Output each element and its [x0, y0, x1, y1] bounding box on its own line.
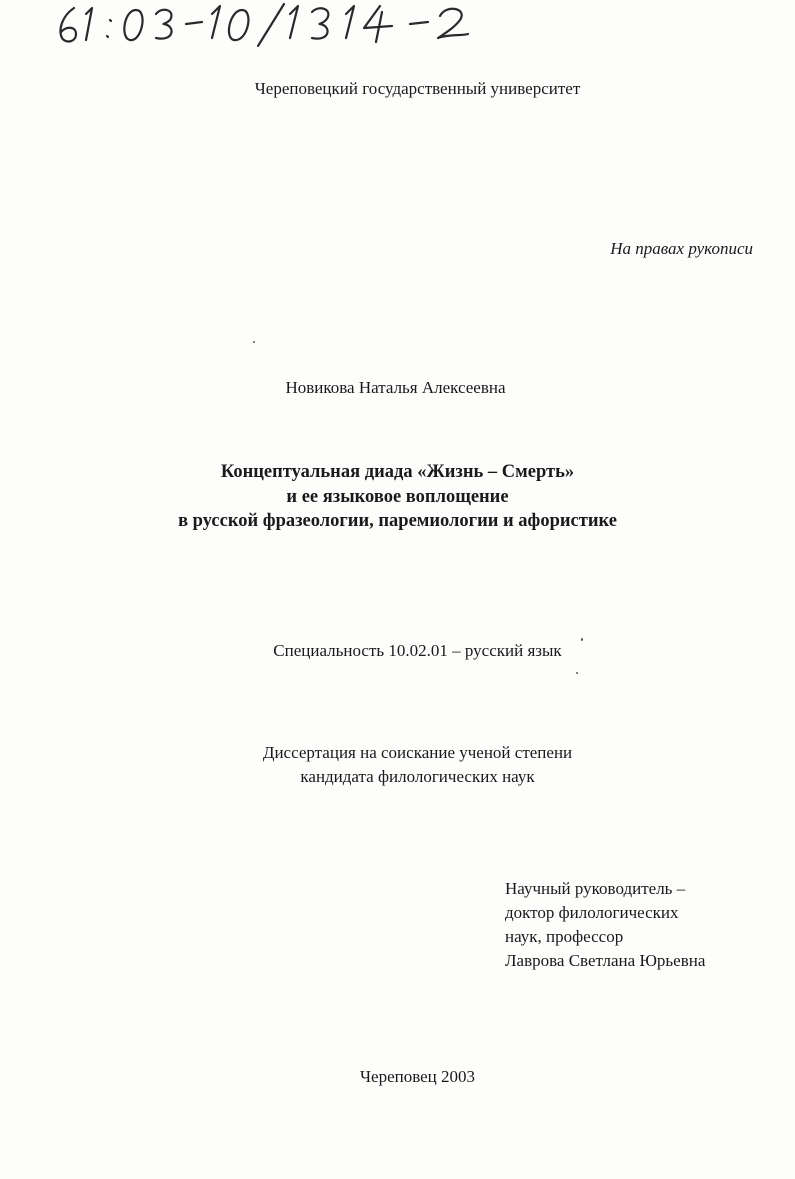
supervisor-line-2: доктор филологических: [505, 903, 679, 922]
dissertation-degree: [20, 741, 795, 789]
title-line-3: в русской фразеологии, паремиологии и афористике: [178, 511, 617, 531]
specialty: Специальность 10.02.01 – русский язык: [273, 641, 562, 660]
handwritten-catalog-number: [52, 2, 522, 48]
degree-line-1: Диссертация на соискание ученой степени: [262, 743, 573, 762]
city-year: Череповец 2003: [359, 1067, 476, 1086]
scan-speck: [581, 638, 583, 641]
scan-speck: [576, 672, 578, 674]
university-name: Череповецкий государственный университет: [254, 79, 581, 98]
supervisor-line-4: Лаврова Светлана Юрьевна: [505, 951, 706, 970]
dissertation-title: [0, 460, 795, 534]
handwritten-code-drawing: [52, 2, 522, 48]
title-line-1: Концептуальная диада «Жизнь – Смерть»: [220, 462, 575, 482]
rights-note: На правах рукописи: [610, 239, 753, 258]
scan-speck: [253, 341, 255, 343]
supervisor-line-1: Научный руководитель –: [505, 879, 686, 898]
author-name: Новикова Наталья Алексеевна: [285, 378, 506, 397]
degree-line-2: кандидата филологических наук: [300, 767, 535, 786]
supervisor-line-3: наук, профессор: [505, 927, 624, 946]
supervisor-block: [505, 877, 705, 973]
title-line-2: и ее языковое воплощение: [286, 486, 509, 507]
